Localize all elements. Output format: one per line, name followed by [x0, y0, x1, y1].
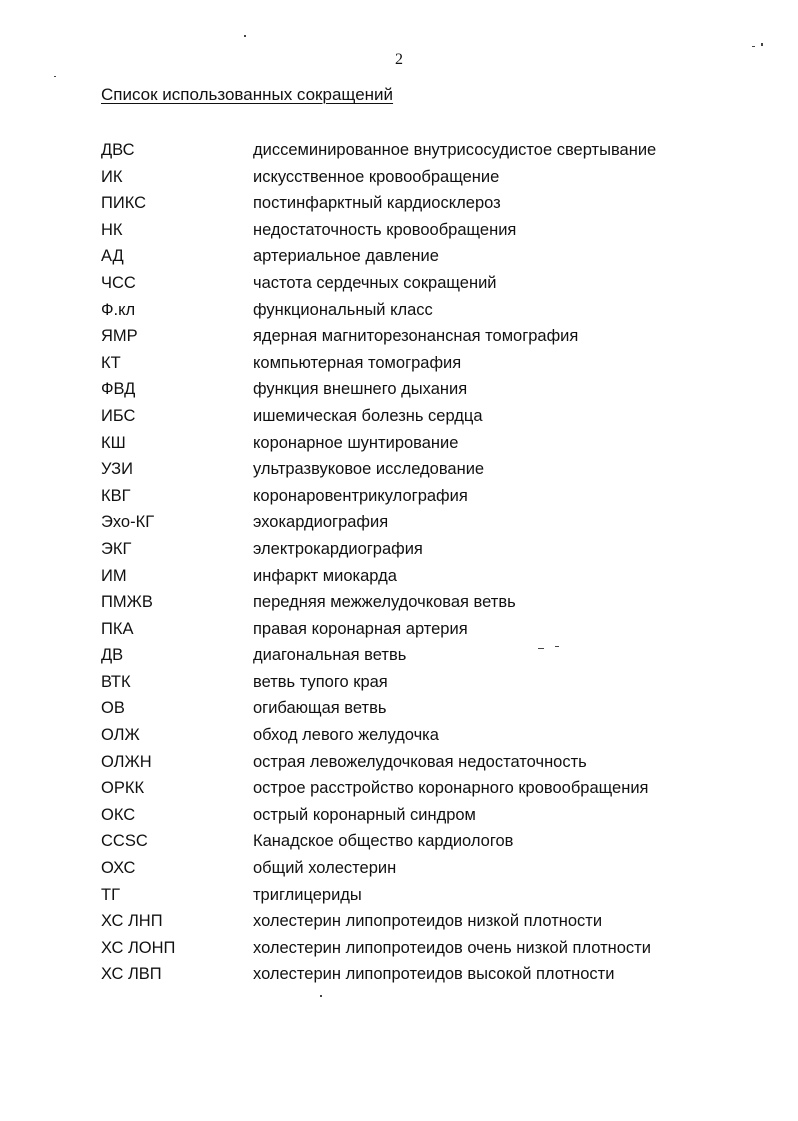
abbreviation-meaning: общий холестерин — [253, 859, 397, 878]
abbreviation-code: ДВ — [101, 646, 124, 665]
abbreviation-row — [101, 217, 741, 244]
abbreviation-meaning: Канадское общество кардиологов — [253, 832, 514, 851]
abbreviation-code: КВГ — [101, 486, 131, 505]
abbreviation-row — [101, 536, 741, 563]
abbreviation-row — [101, 323, 741, 350]
page-number: 2 — [395, 51, 403, 68]
abbreviation-meaning: диагональная ветвь — [253, 646, 407, 665]
abbreviation-row — [101, 935, 741, 962]
abbreviation-row — [101, 270, 741, 297]
abbreviation-meaning: функция внешнего дыхания — [253, 380, 468, 399]
abbreviation-row — [101, 164, 741, 191]
abbreviation-row — [101, 855, 741, 882]
abbreviation-row — [101, 642, 741, 669]
abbreviation-code: ФВД — [101, 380, 136, 399]
scan-speck — [538, 648, 544, 649]
abbreviation-code: ПМЖВ — [101, 593, 153, 612]
abbreviation-row — [101, 350, 741, 377]
abbreviation-row — [101, 589, 741, 616]
abbreviation-code: ТГ — [101, 885, 121, 904]
abbreviation-meaning: компьютерная томография — [253, 353, 462, 372]
abbreviation-code: ЯМР — [101, 327, 138, 346]
abbreviation-row — [101, 669, 741, 696]
abbreviation-code: ЭКГ — [101, 539, 132, 558]
abbreviation-row — [101, 483, 741, 510]
abbreviation-code: НК — [101, 220, 123, 239]
abbreviation-row — [101, 456, 741, 483]
abbreviation-row — [101, 509, 741, 536]
abbreviation-meaning: ультразвуковое исследование — [253, 460, 485, 479]
abbreviation-meaning: инфаркт миокарда — [253, 566, 397, 585]
abbreviation-row — [101, 908, 741, 935]
abbreviation-meaning: обход левого желудочка — [253, 726, 439, 745]
abbreviation-meaning: частота сердечных сокращений — [253, 273, 497, 292]
abbreviation-row — [101, 749, 741, 776]
abbreviation-code: УЗИ — [101, 460, 133, 479]
abbreviation-code: ХС ЛОНП — [101, 938, 176, 957]
scan-speck — [752, 46, 755, 47]
abbreviation-meaning: искусственное кровообращение — [253, 167, 500, 186]
abbreviation-meaning: острое расстройство коронарного кровообращения — [253, 779, 649, 798]
page-title: Список использованных сокращений — [101, 85, 394, 104]
abbreviation-code: ВТК — [101, 672, 131, 691]
abbreviation-row — [101, 695, 741, 722]
abbreviation-meaning: передняя межжелудочковая ветвь — [253, 593, 516, 612]
abbreviation-row — [101, 722, 741, 749]
abbreviation-code: ПКА — [101, 619, 134, 638]
abbreviation-code: ОХС — [101, 859, 136, 878]
abbreviation-row — [101, 775, 741, 802]
abbreviation-code: ИМ — [101, 566, 127, 585]
abbreviation-code: ОВ — [101, 699, 125, 718]
abbreviation-code: ОКС — [101, 805, 136, 824]
abbreviation-code: ОЛЖН — [101, 752, 152, 771]
abbreviation-row — [101, 616, 741, 643]
abbreviation-row — [101, 802, 741, 829]
abbreviation-row — [101, 190, 741, 217]
scan-speck — [320, 995, 322, 997]
abbreviation-row — [101, 961, 741, 988]
abbreviation-code: Эхо-КГ — [101, 513, 155, 532]
abbreviation-code: Ф.кл — [101, 300, 136, 319]
abbreviation-meaning: острый коронарный синдром — [253, 805, 476, 824]
abbreviation-meaning: коронаровентрикулография — [253, 486, 468, 505]
abbreviation-meaning: недостаточность кровообращения — [253, 220, 517, 239]
scan-speck — [244, 35, 246, 37]
abbreviation-code: ХС ЛНП — [101, 912, 163, 931]
abbreviation-meaning: функциональный класс — [253, 300, 433, 319]
abbreviation-meaning: холестерин липопротеидов высокой плотности — [253, 965, 615, 984]
abbreviation-row — [101, 882, 741, 909]
abbreviation-code: ОЛЖ — [101, 726, 140, 745]
abbreviation-meaning: правая коронарная артерия — [253, 619, 468, 638]
abbreviation-code: ЧСС — [101, 273, 136, 292]
abbreviation-code: CCSC — [101, 832, 148, 851]
abbreviation-meaning: острая левожелудочковая недостаточность — [253, 752, 587, 771]
scan-speck — [555, 646, 559, 647]
abbreviation-meaning: артериальное давление — [253, 247, 439, 266]
abbreviation-code: АД — [101, 247, 124, 266]
abbreviation-code: ДВС — [101, 141, 135, 159]
abbreviation-meaning: постинфарктный кардиосклероз — [253, 194, 501, 213]
abbreviation-code: ХС ЛВП — [101, 965, 162, 984]
abbreviation-code: ПИКС — [101, 194, 147, 213]
abbreviation-meaning: ядерная магниторезонансная томография — [253, 327, 579, 346]
abbreviation-code: ИК — [101, 167, 123, 186]
abbreviation-row — [101, 297, 741, 324]
abbreviation-row — [101, 243, 741, 270]
scan-speck — [54, 76, 56, 77]
abbreviation-row — [101, 828, 741, 855]
abbreviation-row — [101, 403, 741, 430]
scan-speck — [761, 43, 763, 46]
abbreviation-meaning: ветвь тупого края — [253, 672, 388, 691]
abbreviation-code: КТ — [101, 353, 121, 372]
abbreviation-row — [101, 563, 741, 590]
abbreviation-meaning: холестерин липопротеидов очень низкой плотности — [253, 938, 651, 957]
abbreviation-meaning: огибающая ветвь — [253, 699, 387, 718]
abbreviation-meaning: ишемическая болезнь сердца — [253, 406, 483, 425]
abbreviation-code: ИБС — [101, 406, 136, 425]
abbreviation-row — [101, 137, 741, 164]
abbreviation-meaning: холестерин липопротеидов низкой плотности — [253, 912, 603, 931]
abbreviation-meaning: триглицериды — [253, 885, 362, 904]
abbreviation-row — [101, 376, 741, 403]
abbreviation-row — [101, 430, 741, 457]
abbreviation-meaning: эхокардиография — [253, 513, 389, 532]
abbreviation-code: КШ — [101, 433, 126, 452]
abbreviation-meaning: коронарное шунтирование — [253, 433, 459, 452]
abbreviation-code: ОРКК — [101, 779, 145, 798]
abbreviation-meaning: диссеминированное внутрисосудистое свертывание — [253, 141, 657, 159]
abbreviation-list — [101, 137, 741, 988]
abbreviation-meaning: электрокардиография — [253, 539, 423, 558]
